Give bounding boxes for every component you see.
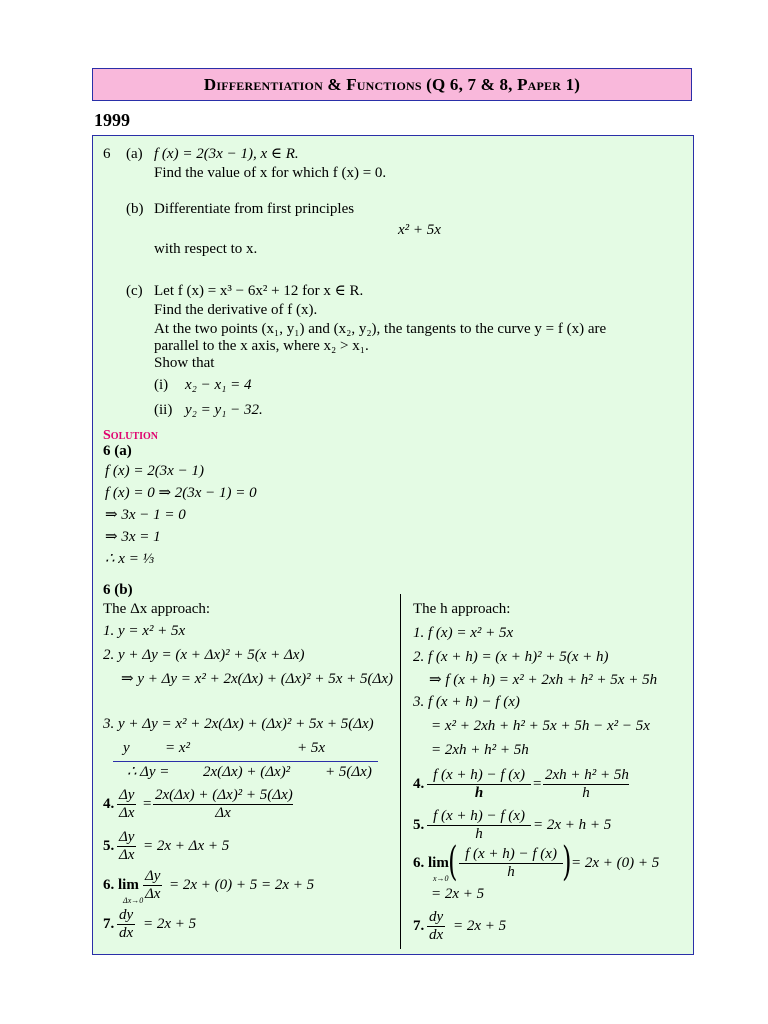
right-step-6-rhs: = 2x + (0) + 5: [571, 855, 660, 871]
fraction-denominator: Δx: [215, 805, 231, 821]
right-step-5-label: 5.: [413, 817, 425, 833]
question-number: 6: [103, 146, 111, 162]
part-c-line1: Let f (x) = x³ − 6x² + 12 for x ∈ R.: [154, 283, 364, 299]
left-step-2b: ⇒ y + Δy = x² + 2x(Δx) + (Δx)² + 5x + 5(Δx): [121, 671, 393, 687]
left-step-3: 3. y + Δy = x² + 2x(Δx) + (Δx)² + 5x + 5(Δx): [103, 716, 374, 732]
left-step-5-label: 5.: [103, 838, 115, 854]
part-b-line1: Differentiate from first principles: [154, 201, 355, 217]
part-c-ii-label: (ii): [154, 402, 173, 418]
part-c-i-label: (i): [154, 377, 169, 393]
right-step-1: 1. f (x) = x² + 5x: [413, 625, 514, 641]
part-c-line4: parallel to the x axis, where x₂ > x₁.: [154, 338, 369, 354]
fraction-numerator: f (x + h) − f (x): [459, 846, 563, 864]
part-c-line2: Find the derivative of f (x).: [154, 302, 318, 318]
left-step-5-fraction: [117, 829, 136, 864]
right-step-2: 2. f (x + h) = (x + h)² + 5(x + h): [413, 649, 609, 665]
left-step-6-fraction: [143, 868, 162, 903]
left-step-1: 1. y = x² + 5x: [103, 623, 186, 639]
solution-6a-line: ⇒ 3x − 1 = 0: [105, 507, 186, 523]
right-step-4-fraction: [427, 767, 531, 802]
fraction-numerator: Δy: [119, 787, 135, 803]
fraction-numerator: f (x + h) − f (x): [427, 808, 531, 826]
fraction-denominator: h: [582, 785, 590, 801]
right-step-2b: ⇒ f (x + h) = x² + 2xh + h² + 5x + 5h: [429, 672, 658, 688]
solution-6b-heading: 6 (b): [103, 582, 133, 598]
left-step-6-rhs: = 2x + (0) + 5 = 2x + 5: [169, 877, 315, 893]
part-b-line3: with respect to x.: [154, 241, 258, 257]
section-title: Differentiation & Functions (Q 6, 7 & 8, Paper 1): [203, 74, 581, 94]
fraction-numerator: dy: [429, 909, 444, 925]
part-b-label: (b): [126, 201, 144, 217]
right-step-7-rhs: = 2x + 5: [453, 918, 507, 934]
right-step-6-label: 6. lim: [413, 855, 449, 871]
question-box: [92, 135, 694, 955]
left-step-3-dy-end: + 5(Δx): [325, 764, 372, 780]
left-step-7-rhs: = 2x + 5: [143, 916, 197, 932]
part-c-ii: y₂ = y₁ − 32.: [185, 402, 263, 418]
right-paren: ): [562, 839, 572, 885]
left-step-3-5x: + 5x: [297, 740, 326, 756]
left-step-4-rhs-fraction: [153, 787, 293, 822]
fraction-numerator: Δy: [145, 868, 161, 884]
fraction-denominator: h: [475, 826, 483, 842]
solution-heading: Solution: [103, 428, 159, 443]
fraction-denominator: dx: [119, 925, 134, 941]
fraction-denominator: dx: [429, 927, 444, 943]
equals-sign: =: [533, 776, 542, 792]
solution-6a-line: f (x) = 0 ⇒ 2(3x − 1) = 0: [105, 485, 257, 501]
fraction-denominator: Δx: [145, 886, 161, 902]
part-c-i: x₂ − x₁ = 4: [185, 377, 252, 393]
right-step-7-fraction: [427, 909, 445, 944]
right-approach-title: The h approach:: [413, 601, 511, 617]
fraction-numerator: dy: [119, 907, 134, 923]
right-step-3b: = x² + 2xh + h² + 5x + 5h − x² − 5x: [431, 718, 650, 734]
subtraction-line: [113, 761, 378, 762]
left-step-3-dy: ∴ Δy =: [127, 764, 170, 780]
fraction-denominator: h: [474, 785, 484, 801]
left-step-3-dy-mid: 2x(Δx) + (Δx)²: [203, 764, 291, 780]
part-a-line1: f (x) = 2(3x − 1), x ∈ R.: [154, 146, 299, 162]
left-paren: (: [448, 839, 458, 885]
left-step-7-fraction: [117, 907, 135, 942]
equals-sign: =: [143, 796, 152, 812]
solution-6a-line: f (x) = 2(3x − 1): [105, 463, 204, 479]
left-step-4-fraction: [117, 787, 136, 822]
fraction-numerator: Δy: [119, 829, 135, 845]
fraction-numerator: 2x(Δx) + (Δx)² + 5(Δx): [155, 787, 293, 803]
fraction-denominator: h: [507, 864, 515, 880]
part-c-label: (c): [126, 283, 143, 299]
fraction-denominator: Δx: [119, 805, 135, 821]
right-step-4-label: 4.: [413, 776, 425, 792]
fraction-numerator: 2xh + h² + 5h: [545, 767, 629, 783]
right-step-6-sub: x→0: [433, 874, 449, 883]
fraction-denominator: Δx: [119, 847, 135, 863]
left-step-3-eq: = x²: [165, 740, 191, 756]
solution-6a-line: ∴ x = ⅓: [105, 551, 154, 567]
right-step-4-rhs-fraction: [543, 767, 629, 802]
column-divider: [400, 594, 401, 949]
left-step-5-rhs: = 2x + Δx + 5: [143, 838, 230, 854]
section-title-bar: [92, 68, 692, 101]
part-a-line2: Find the value of x for which f (x) = 0.: [154, 165, 387, 181]
right-step-3c: = 2xh + h² + 5h: [431, 742, 529, 758]
right-step-6-fraction: [459, 846, 563, 881]
fraction-numerator: f (x + h) − f (x): [427, 767, 531, 785]
part-b-expression: x² + 5x: [398, 222, 441, 238]
right-step-6b: = 2x + 5: [431, 886, 485, 902]
part-a-label: (a): [126, 146, 143, 162]
left-step-6-sub: Δx→0: [123, 896, 144, 905]
right-step-7-label: 7.: [413, 918, 425, 934]
left-step-4-label: 4.: [103, 796, 115, 812]
part-c-line3: At the two points (x₁, y₁) and (x₂, y₂), the tangents to the curve y = f (x) are: [154, 321, 607, 337]
solution-6a-line: ⇒ 3x = 1: [105, 529, 161, 545]
part-c-line5: Show that: [154, 355, 215, 371]
left-step-7-label: 7.: [103, 916, 115, 932]
left-step-2: 2. y + Δy = (x + Δx)² + 5(x + Δx): [103, 647, 305, 663]
solution-6a-heading: 6 (a): [103, 443, 132, 459]
left-step-6-label: 6. lim: [103, 877, 139, 893]
right-step-5-rhs: = 2x + h + 5: [533, 817, 612, 833]
left-step-3-y: y: [123, 740, 130, 756]
right-step-3: 3. f (x + h) − f (x): [413, 694, 520, 710]
left-approach-title: The Δx approach:: [103, 601, 211, 617]
right-step-5-fraction: [427, 808, 531, 843]
year-heading: 1999: [94, 110, 130, 130]
